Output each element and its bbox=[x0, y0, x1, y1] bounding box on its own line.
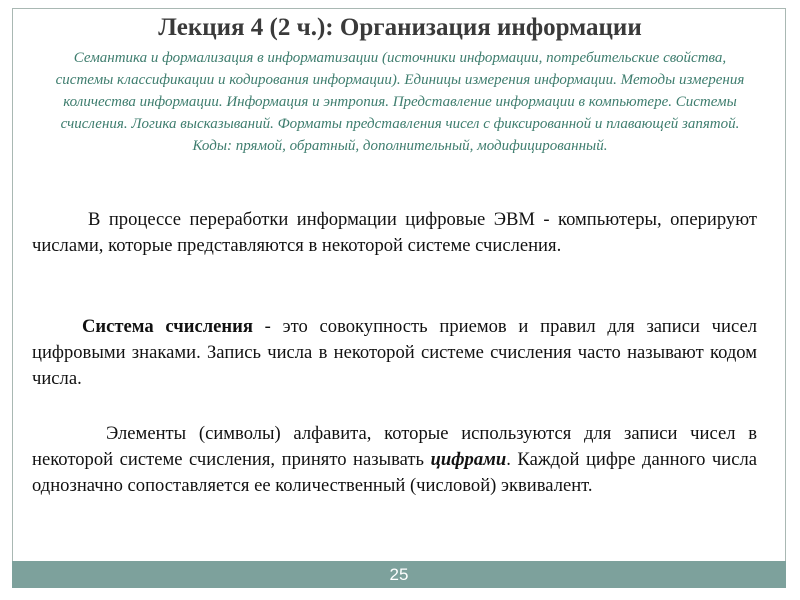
slide-title: Лекция 4 (2 ч.): Организация информации bbox=[158, 14, 642, 41]
paragraph-1 bbox=[32, 207, 757, 259]
paragraph-1-text: В процессе переработки информации цифровые ЭВМ - компьютеры, оперируют числами, которые представляются в некоторой системе счисления. bbox=[32, 209, 757, 256]
paragraph-2-text: - это совокупность приемов и правил для записи чисел цифровыми знаками. Запись числа в некоторой системе счисления часто называют кодом числа. bbox=[32, 316, 757, 389]
paragraph-2 bbox=[32, 314, 757, 392]
slide-subtitle: Семантика и формализация в информатизации (источники информации, потребительские свойства, системы классификации и кодирования информации). Единицы измерения информации. Методы измерения количества информации. Информация и энтропия. Представление информации в компьютере. Системы счисления. Логика высказываний. Форматы представления чисел с фиксированной и плавающей запятой. Коды: прямой, обратный, дополнительный, модифицированный. bbox=[55, 50, 745, 154]
term-digits: цифрами bbox=[430, 449, 507, 470]
term-number-system: Система счисления bbox=[82, 316, 253, 337]
paragraph-3-before: Элементы (символы) алфавита, которые используются для записи чисел в некоторой системе счисления, принято называть bbox=[32, 423, 757, 470]
page-number: 25 bbox=[389, 565, 409, 584]
paragraph-3 bbox=[32, 421, 757, 499]
paragraph-3-after: . Каждой цифре данного числа однозначно сопоставляется ее количественный (числовой) эквивалент. bbox=[32, 449, 757, 496]
footer-bar bbox=[12, 561, 786, 588]
